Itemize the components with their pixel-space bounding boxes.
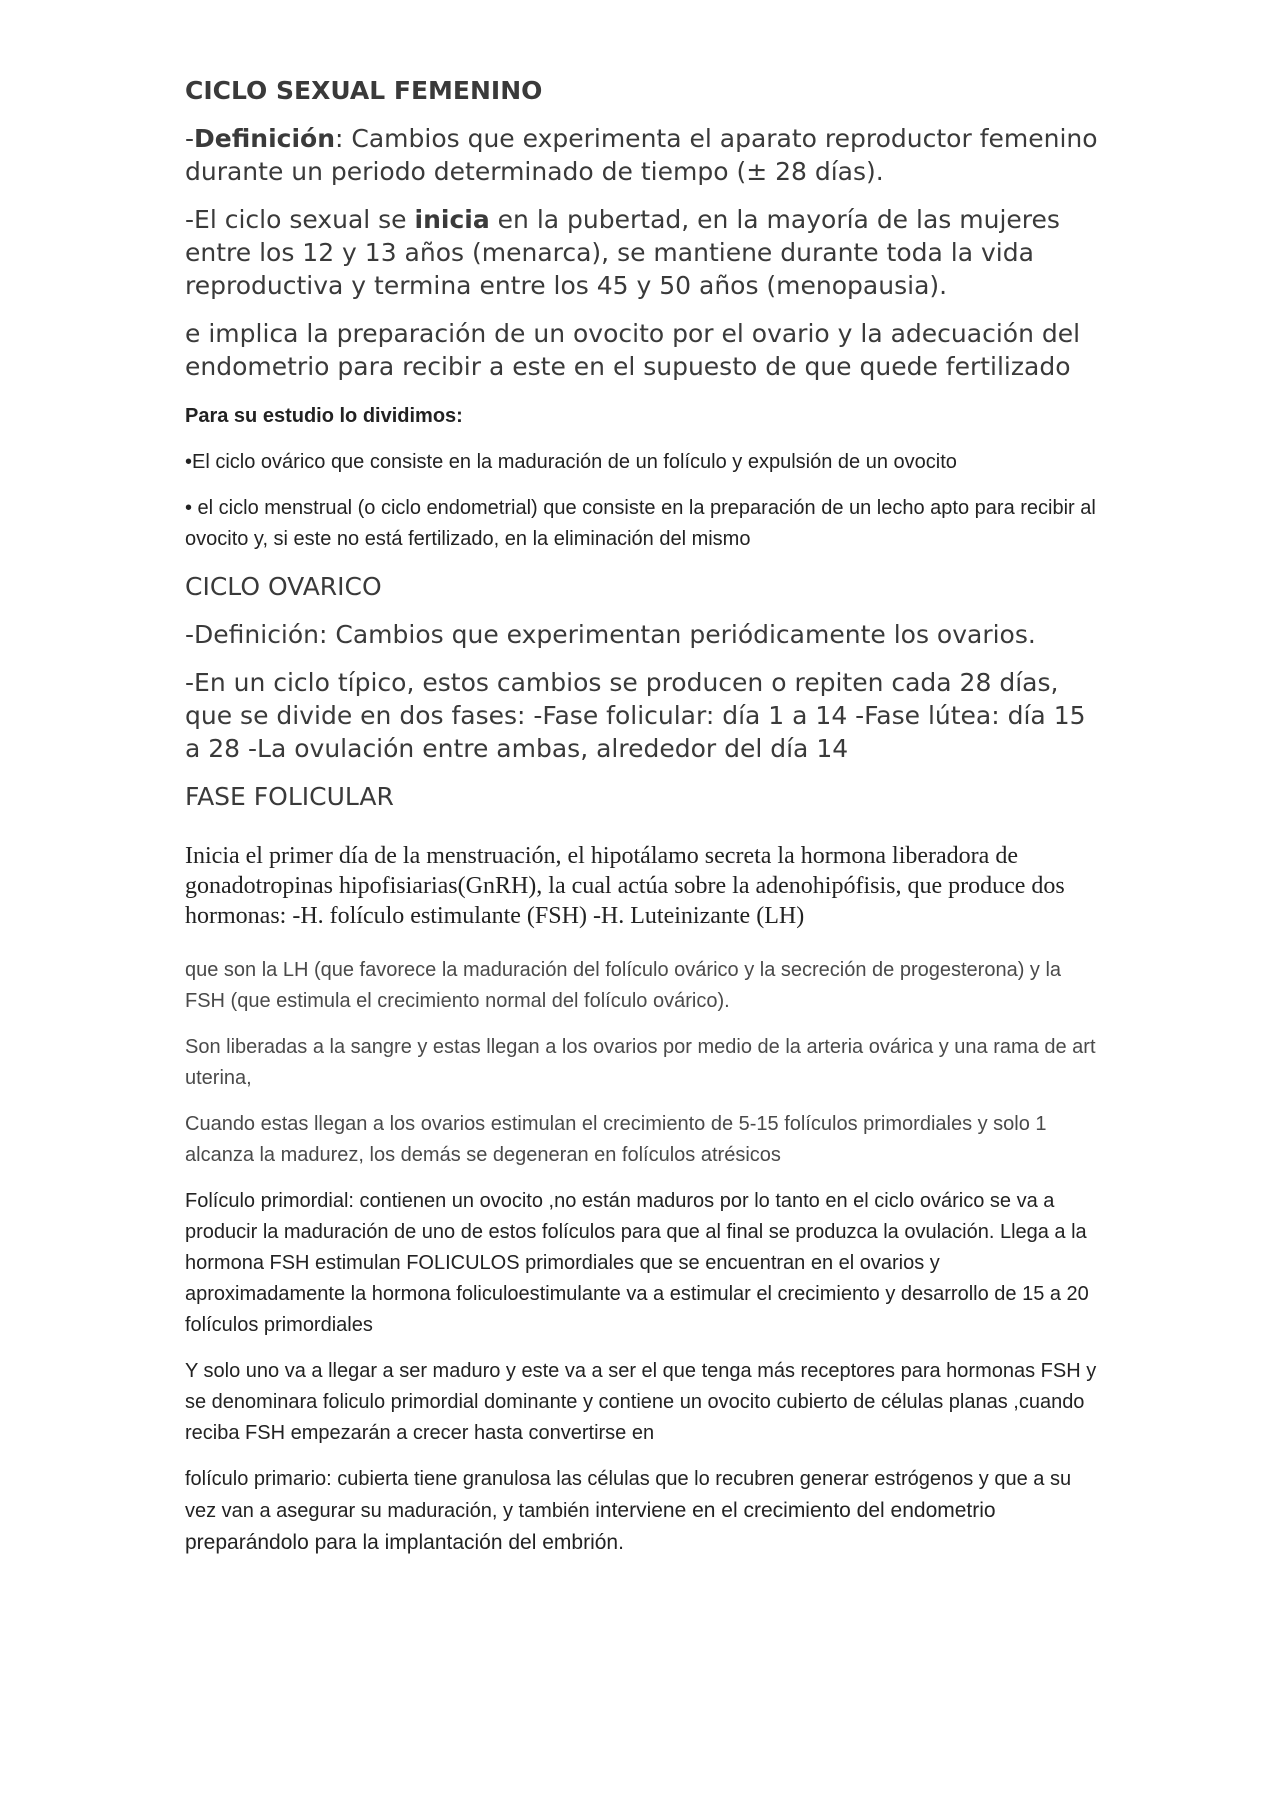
folicular-paragraph-2: que son la LH (que favorece la maduración del folículo ovárico y la secreción de progesterona) y la FSH (que estimula el crecimiento normal del folículo ovárico). — [185, 959, 1062, 1012]
folicular-paragraph-7 — [185, 1464, 1105, 1559]
document-title: CICLO SEXUAL FEMENINO — [185, 76, 543, 105]
folicular-paragraph-7-part-a: folículo primario: cubierta tiene granulosa las células que lo recubren generar estrógenos y que a su vez van a asegurar su maduración, y también — [185, 1468, 1072, 1522]
folicular-paragraph-4: Cuando estas llegan a los ovarios estimulan el crecimiento de 5-15 folículos primordiales y solo 1 alcanza la madurez, los demás se degeneran en folículos atrésicos — [185, 1113, 1047, 1166]
folicular-paragraph-5: Folículo primordial: contienen un ovocito ,no están maduros por lo tanto en el ciclo ovárico se va a producir la maduración de uno de estos folículos para que al final se produzca la ovulación. Llega a la hormona FSH estimulan FOLICULOS primordiales que se encuentran en el ovarios y aproximadamente la hormona foliculoestimulante va a estimular el crecimiento y desarrollo de 15 a 20 folículos primordiales — [185, 1190, 1089, 1336]
document-body — [185, 74, 1105, 1559]
inicio-bold: inicia — [414, 205, 490, 234]
bullet-ciclo-menstrual: • el ciclo menstrual (o ciclo endometrial) que consiste en la preparación de un lecho apto para recibir al ovocito y, si este no está fertilizado, en la eliminación del mismo — [185, 497, 1096, 550]
implica-paragraph: e implica la preparación de un ovocito por el ovario y la adecuación del endometrio para recibir a este en el supuesto de que quede fertilizado — [185, 319, 1081, 381]
definition-label: Definición — [194, 124, 335, 153]
definition-text: : Cambios que experimenta el aparato reproductor femenino durante un periodo determinado de tiempo (± 28 días). — [185, 124, 1098, 186]
ovarico-heading: CICLO OVARICO — [185, 572, 382, 601]
inicio-text: en la pubertad, en la mayoría de las mujeres entre los 12 y 13 años (menarca), se mantiene durante toda la vida reproductiva y termina entre los 45 y 50 años (menopausia). — [185, 205, 1060, 300]
bullet-ciclo-ovarico: •El ciclo ovárico que consiste en la maduración de un folículo y expulsión de un ovocito — [185, 451, 957, 473]
folicular-paragraph-7-part-b: interviene en el crecimiento del endometrio preparándolo para la implantación del embrión. — [185, 1499, 996, 1554]
ovarico-fases: -En un ciclo típico, estos cambios se producen o repiten cada 28 días, que se divide en dos fases: -Fase folicular: día 1 a 14 -Fase lútea: día 15 a 28 -La ovulación entre ambas, alrededor del día 14 — [185, 668, 1086, 763]
definition-prefix: - — [185, 124, 195, 153]
definition-paragraph — [185, 122, 1105, 188]
estudio-heading: Para su estudio lo dividimos: — [185, 405, 463, 427]
inicio-prefix: -El ciclo sexual se — [185, 205, 415, 234]
folicular-heading: FASE FOLICULAR — [185, 782, 394, 811]
ovarico-definition: -Definición: Cambios que experimentan periódicamente los ovarios. — [185, 620, 1036, 649]
folicular-paragraph-1: Inicia el primer día de la menstruación, el hipotálamo secreta la hormona liberadora de gonadotropinas hipofisiarias(GnRH), la cual actúa sobre la adenohipófisis, que produce dos hormonas: -H. folículo estimulante (FSH) -H. Luteinizante (LH) — [185, 843, 1065, 929]
folicular-paragraph-6: Y solo uno va a llegar a ser maduro y este va a ser el que tenga más receptores para hormonas FSH y se denominara foliculo primordial dominante y contiene un ovocito cubierto de células planas ,cuando reciba FSH empezarán a crecer hasta convertirse en — [185, 1360, 1097, 1444]
inicio-paragraph — [185, 203, 1105, 302]
folicular-paragraph-3: Son liberadas a la sangre y estas llegan a los ovarios por medio de la arteria ovárica y una rama de art uterina, — [185, 1036, 1096, 1089]
